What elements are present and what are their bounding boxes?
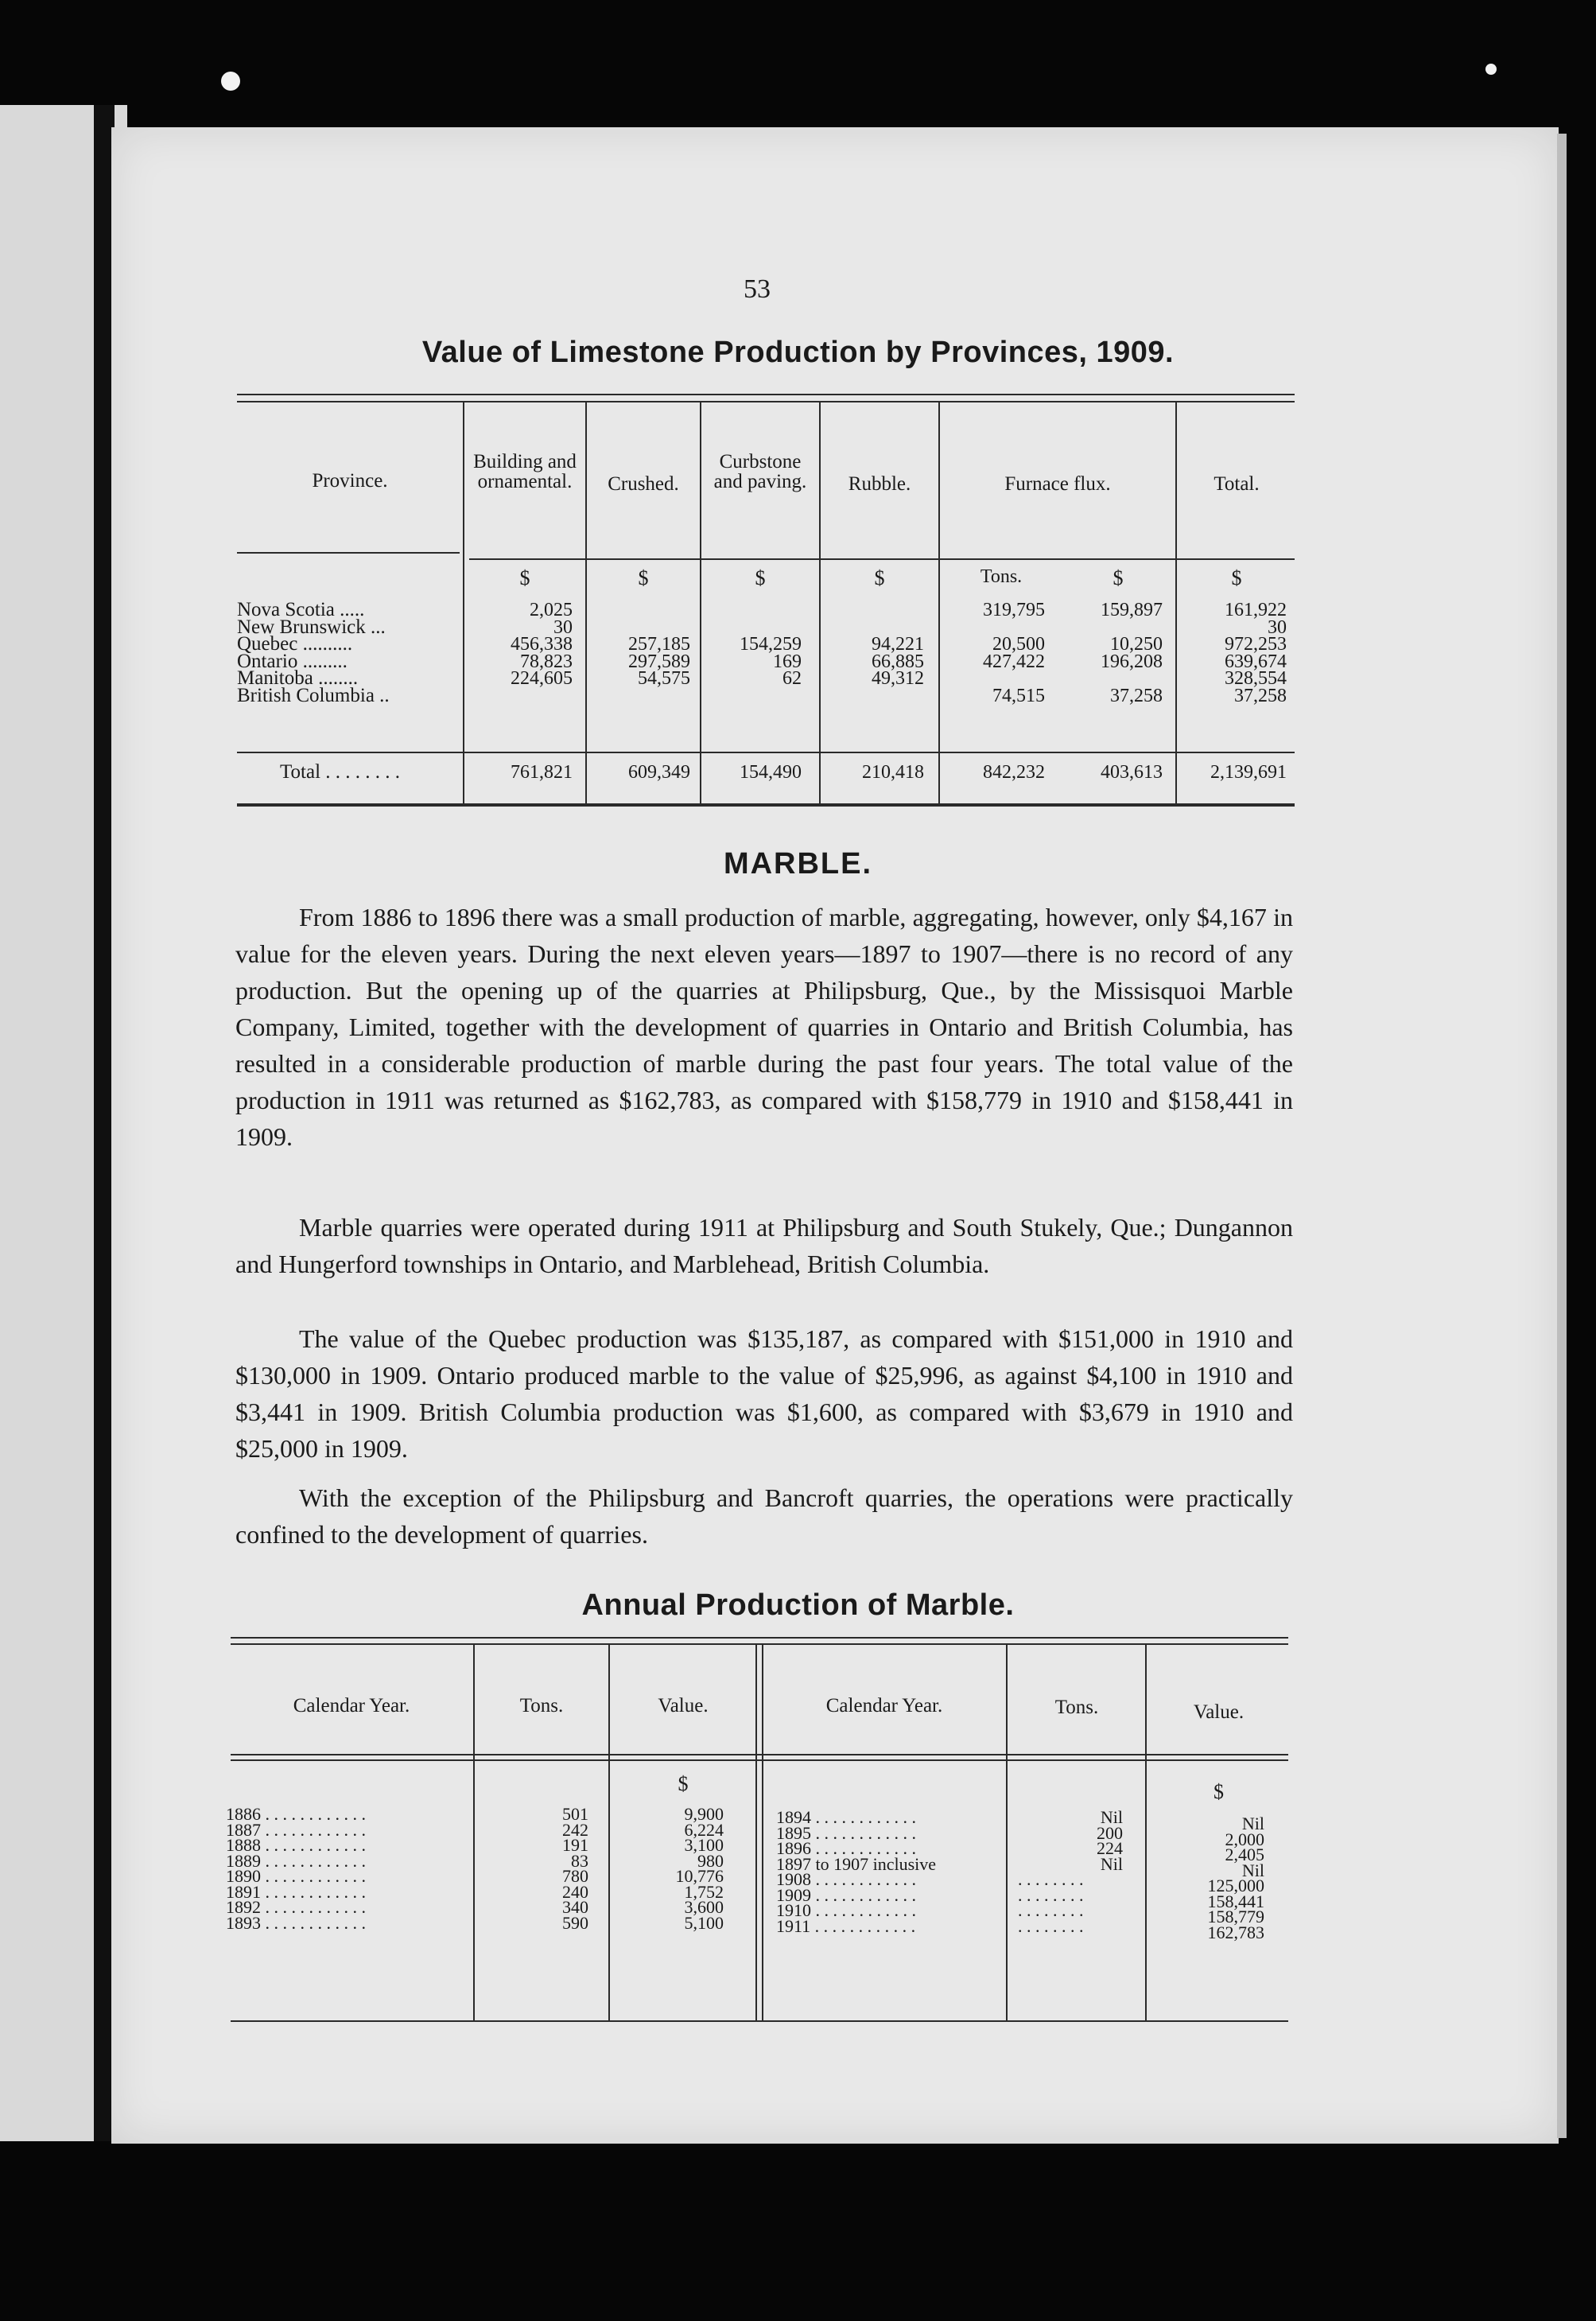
annual-value: 158,779 [1207,1907,1264,1926]
unit-crushed: $ [638,566,649,589]
annual-unit-left: $ [678,1772,689,1795]
province-label: Quebec .......... [237,634,353,655]
cell-total: 30 [1268,616,1287,638]
annual-header-tons-right: Tons. [1054,1697,1099,1718]
annual-value: 2,405 [1225,1845,1264,1864]
header-crushed: Crushed. [608,473,679,495]
cell-tons: 20,500 [992,634,1045,655]
annual-year: 1896 . . . . . . . . . . . . [776,1838,916,1858]
annual-tons: Nil [1100,1807,1123,1827]
annual-year: 1888 . . . . . . . . . . . . [226,1835,366,1855]
marble-paragraph-2: Marble quarries were operated during 1911 at Philipsburg and South Stukely, Que.; Dungannon and Hungerford townships in Ontario, and Marblehead, British Columbia. [235,1213,1293,1278]
cell-flux: 159,897 [1101,600,1163,620]
cell-building: 78,823 [520,651,573,672]
annual-value: 6,224 [684,1819,724,1840]
annual-header-year-right: Calendar Year. [825,1695,943,1716]
annual-year: 1890 . . . . . . . . . . . . [226,1866,366,1886]
annual-tons: 240 [562,1881,588,1902]
page-number: 53 [744,274,771,304]
cell-tons: 74,515 [992,685,1045,706]
cell-flux: 37,258 [1110,685,1163,706]
province-label: Ontario ......... [237,651,348,672]
cell-curbstone: 154,259 [740,634,802,655]
annual-year: 1895 . . . . . . . . . . . . [776,1822,916,1843]
limestone-table-title: Value of Limestone Production by Provinces, 1909. [421,336,1175,369]
annual-value: 3,600 [684,1897,724,1917]
annual-tons: 340 [562,1897,588,1917]
annual-year: 1894 . . . . . . . . . . . . [776,1807,916,1827]
annual-tons: 780 [562,1866,588,1886]
cell-total: 639,674 [1225,651,1287,672]
cell-building: 456,338 [511,634,573,655]
annual-value: 158,441 [1207,1891,1264,1911]
header-building: Building and ornamental. [473,451,577,492]
annual-year: 1891 . . . . . . . . . . . . [226,1881,366,1902]
annual-tons: 224 [1097,1838,1123,1858]
unit-total: $ [1231,566,1242,589]
annual-year: 1908 . . . . . . . . . . . . [776,1869,916,1889]
unit-furnace-tons: Tons. [980,566,1023,587]
cell-flux: 10,250 [1110,634,1163,655]
annual-year: 1911 . . . . . . . . . . . . [776,1915,916,1936]
unit-furnace-value: $ [1113,566,1124,589]
marble-paragraph-3: The value of the Quebec production was $135,187, as compared with $151,000 in 1910 and $130,000 in 1909. Ontario produced marble to the value of $25,996, as against $4,100 in 1910 and $3,441 in 1909. British Columbia production was $1,600, as compared with $3,679 in 1910 and $25,000 in 1909. [235,1324,1293,1463]
annual-value: Nil [1241,1860,1264,1880]
cell-rubble: 94,221 [872,634,924,655]
unit-building: $ [519,566,530,589]
cell-building: 2,025 [530,600,573,620]
province-label: Manitoba ........ [237,668,359,689]
cell-crushed: 54,575 [638,668,690,689]
annual-tons: 590 [562,1912,588,1933]
film-hole-left [221,72,240,91]
marble-paragraph-1: From 1886 to 1896 there was a small production of marble, aggregating, however, only $4,167 in value for the eleven years. During the next eleven years—1897 to 1907—there is no record of any production. But the opening up of the quarries at Philipsburg, Que., by the Missisquoi Marble Company, Limited, together with the development of quarries in Ontario and British Columbia, has resulted in a considerable production of marble during the past four years. The total value of the production in 1911 was returned as $162,783, as compared with $158,779 in 1910 and $158,441 in 1909. [235,903,1293,1151]
annual-value: 1,752 [684,1881,724,1902]
annual-header-year-left: Calendar Year. [293,1695,410,1716]
annual-value: 9,900 [684,1804,724,1824]
total-rubble: 210,418 [862,762,924,783]
annual-header-value-right: Value. [1193,1701,1245,1723]
annual-value: 980 [697,1850,724,1871]
annual-year: 1892 . . . . . . . . . . . . [226,1897,366,1917]
cell-total: 161,922 [1225,600,1287,620]
annual-unit-right: $ [1214,1780,1224,1803]
annual-table-title: Annual Production of Marble. [581,1588,1015,1622]
header-total: Total. [1214,473,1260,495]
header-furnace: Furnace flux. [1004,473,1111,495]
annual-header-value-left: Value. [658,1695,709,1716]
annual-value: 10,776 [675,1866,724,1886]
annual-tons: 242 [562,1819,588,1840]
total-crushed: 609,349 [628,762,690,783]
cell-total: 972,253 [1225,634,1287,655]
total-total: 2,139,691 [1210,762,1287,783]
header-province: Province. [312,470,388,492]
total-tons: 842,232 [983,762,1045,783]
total-label: Total . . . . . . . . [280,761,401,783]
cell-rubble: 66,885 [872,651,924,672]
annual-tons: Nil [1100,1853,1123,1874]
annual-year: 1909 . . . . . . . . . . . . [776,1884,916,1905]
cell-total: 328,554 [1225,668,1287,689]
cell-crushed: 297,589 [628,651,690,672]
cell-flux: 196,208 [1101,651,1163,672]
film-hole-right [1485,64,1497,75]
annual-tons-dots: . . . . . . . . [1018,1900,1084,1920]
header-curbstone: Curbstone and paving. [713,451,807,492]
annual-year: 1889 . . . . . . . . . . . . [226,1850,366,1871]
annual-tons-dots: . . . . . . . . [1018,1869,1084,1889]
annual-value: 5,100 [684,1912,724,1933]
cell-curbstone: 62 [782,668,802,689]
annual-tons: 191 [562,1835,588,1855]
province-label: New Brunswick ... [237,616,386,638]
annual-value: 162,783 [1207,1922,1264,1942]
cell-tons: 427,422 [983,651,1045,672]
cell-rubble: 49,312 [872,668,924,689]
cell-tons: 319,795 [983,600,1045,620]
header-rubble: Rubble. [848,473,911,495]
annual-year: 1893 . . . . . . . . . . . . [226,1912,366,1933]
annual-year: 1897 to 1907 inclusive [776,1853,937,1874]
cell-building: 30 [553,616,573,638]
annual-header-tons-left: Tons. [519,1695,564,1716]
total-flux: 403,613 [1101,762,1163,783]
annual-tons-dots: . . . . . . . . [1018,1915,1084,1936]
province-label: British Columbia .. [237,685,390,706]
annual-tons: 501 [562,1804,588,1824]
annual-value: 3,100 [684,1835,724,1855]
province-label: Nova Scotia ..... [237,600,365,620]
annual-tons-dots: . . . . . . . . [1018,1884,1084,1905]
page-edge [1557,134,1567,2138]
cell-total: 37,258 [1234,685,1287,706]
annual-year: 1886 . . . . . . . . . . . . [226,1804,366,1824]
annual-year: 1910 . . . . . . . . . . . . [776,1900,916,1920]
unit-curbstone: $ [755,566,766,589]
total-curbstone: 154,490 [740,762,802,783]
cell-crushed: 257,185 [628,634,690,655]
annual-value: Nil [1241,1814,1264,1833]
marble-paragraph-4: With the exception of the Philipsburg and Bancroft quarries, the operations were practically confined to the development of quarries. [235,1483,1293,1549]
annual-value: 2,000 [1225,1829,1264,1849]
total-building: 761,821 [511,762,573,783]
annual-tons: 83 [571,1850,588,1871]
unit-rubble: $ [874,566,885,589]
annual-tons: 200 [1097,1822,1123,1843]
cell-curbstone: 169 [773,651,802,672]
cell-building: 224,605 [511,668,573,689]
annual-value: 125,000 [1207,1876,1264,1895]
marble-heading: MARBLE. [723,847,873,881]
annual-year: 1887 . . . . . . . . . . . . [226,1819,366,1840]
